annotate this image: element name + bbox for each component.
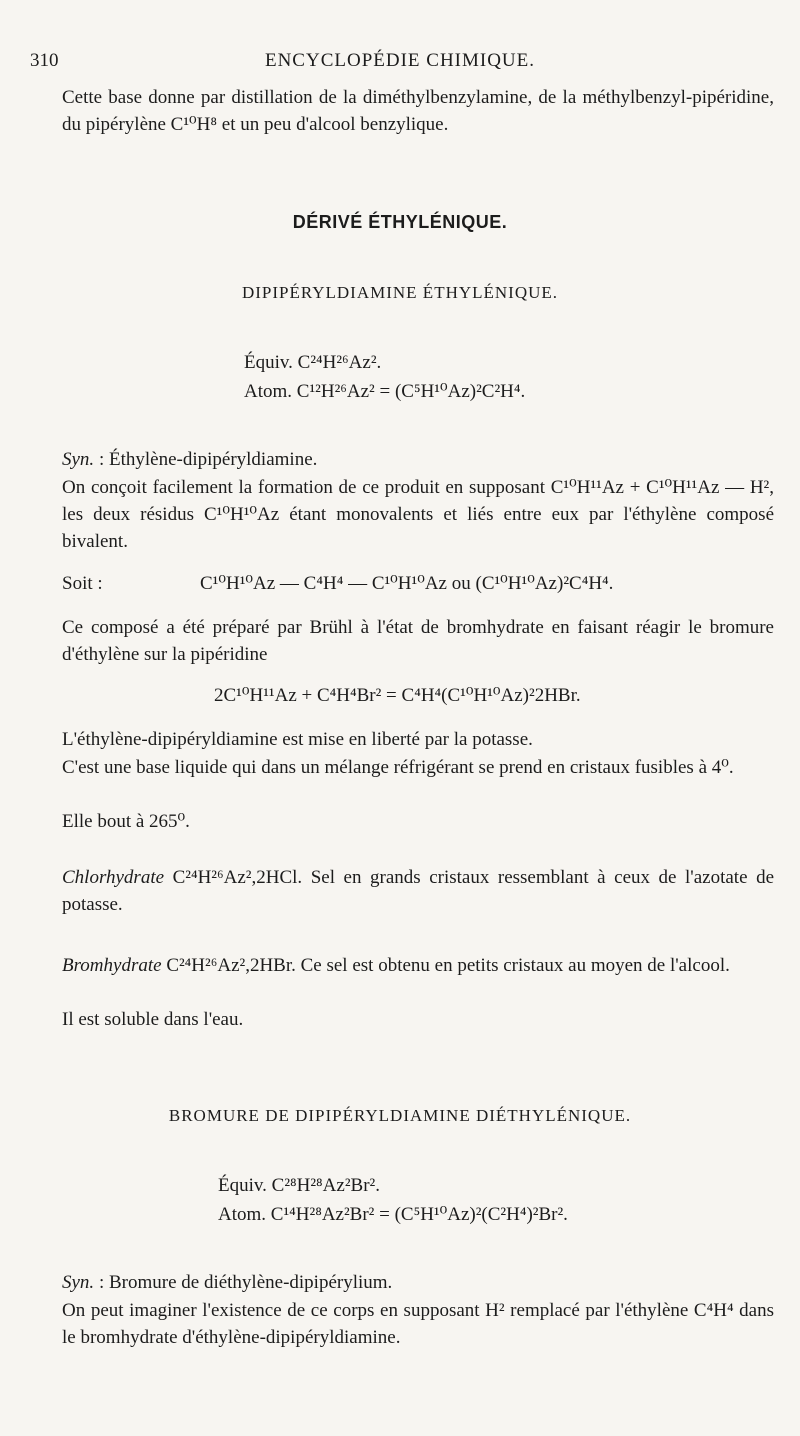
compound1-paragraph-2: Ce composé a été préparé par Brühl à l'état de bromhydrate en faisant réagir le bromure d'éthylène sur la pipéridine xyxy=(62,617,774,665)
compound1-bromhydrate xyxy=(62,952,774,979)
chlorhydrate-label: Chlorhydrate xyxy=(62,867,165,888)
compound2-atom: Atom. C¹⁴H²⁸Az²Br² = (C⁵H¹⁰Az)²(C²H⁴)²Br². xyxy=(218,1204,568,1225)
compound2-paragraph-1: On peut imaginer l'existence de ce corps en supposant H² remplacé par l'éthylène C⁴H⁴ dans le bromhydrate d'éthylène-dipipéryldiamine. xyxy=(62,1300,774,1348)
intro-paragraph: Cette base donne par distillation de la diméthylbenzylamine, de la méthylbenzyl-pipéridine, du pipérylène C¹⁰H⁸ et un peu d'alcool benzylique. xyxy=(62,87,774,135)
syn-label: Syn. xyxy=(62,449,95,470)
compound1-paragraph-5: Elle bout à 265⁰. xyxy=(62,811,190,832)
compound1-title: DIPIPÉRYLDIAMINE ÉTHYLÉNIQUE. xyxy=(241,283,559,302)
compound1-equiv: Équiv. C²⁴H²⁶Az². xyxy=(244,352,382,373)
compound1-synonym xyxy=(62,446,774,473)
compound1-chlorhydrate xyxy=(62,864,774,918)
chlorhydrate-text: C²⁴H²⁶Az²,2HCl. Sel en grands cristaux ressemblant à ceux de l'azotate de potasse. xyxy=(62,867,774,915)
section-heading: DÉRIVÉ ÉTHYLÉNIQUE. xyxy=(292,212,508,232)
soit-label: Soit : xyxy=(62,573,103,594)
compound1-paragraph-6: Il est soluble dans l'eau. xyxy=(62,1009,244,1030)
syn2-label: Syn. xyxy=(62,1272,95,1293)
compound1-paragraph-1: On conçoit facilement la formation de ce produit en supposant C¹⁰H¹¹Az + C¹⁰H¹¹Az — H², les deux résidus C¹⁰H¹⁰Az étant monovalents et liés entre eux par l'éthylène composé bivalent. xyxy=(62,477,774,552)
compound2-title: BROMURE DE DIPIPÉRYLDIAMINE DIÉTHYLÉNIQUE. xyxy=(168,1106,632,1125)
bromhydrate-label: Bromhydrate xyxy=(62,955,162,976)
syn2-text: : Bromure de diéthylène-dipipérylium. xyxy=(98,1272,393,1293)
compound2-synonym xyxy=(62,1269,774,1296)
compound1-paragraph-3: L'éthylène-dipipéryldiamine est mise en liberté par la potasse. xyxy=(62,729,533,750)
compound2-equiv: Équiv. C²⁸H²⁸Az²Br². xyxy=(218,1175,380,1196)
syn-text: : Éthylène-dipipéryldiamine. xyxy=(98,449,318,470)
soit-formula: C¹⁰H¹⁰Az — C⁴H⁴ — C¹⁰H¹⁰Az ou (C¹⁰H¹⁰Az)²C⁴H⁴. xyxy=(200,573,614,594)
page-number: 310 xyxy=(30,50,59,71)
compound1-atom: Atom. C¹²H²⁶Az² = (C⁵H¹⁰Az)²C²H⁴. xyxy=(244,381,526,402)
compound1-paragraph-4: C'est une base liquide qui dans un mélange réfrigérant se prend en cristaux fusibles à 4⁰. xyxy=(62,757,734,778)
bromhydrate-text: C²⁴H²⁶Az²,2HBr. Ce sel est obtenu en petits cristaux au moyen de l'alcool. xyxy=(166,955,730,976)
compound1-reaction: 2C¹⁰H¹¹Az + C⁴H⁴Br² = C⁴H⁴(C¹⁰H¹⁰Az)²2HBr. xyxy=(214,685,581,706)
compound1-soit-line xyxy=(62,570,774,597)
running-title: ENCYCLOPÉDIE CHIMIQUE. xyxy=(264,50,536,71)
page-header xyxy=(30,50,770,80)
